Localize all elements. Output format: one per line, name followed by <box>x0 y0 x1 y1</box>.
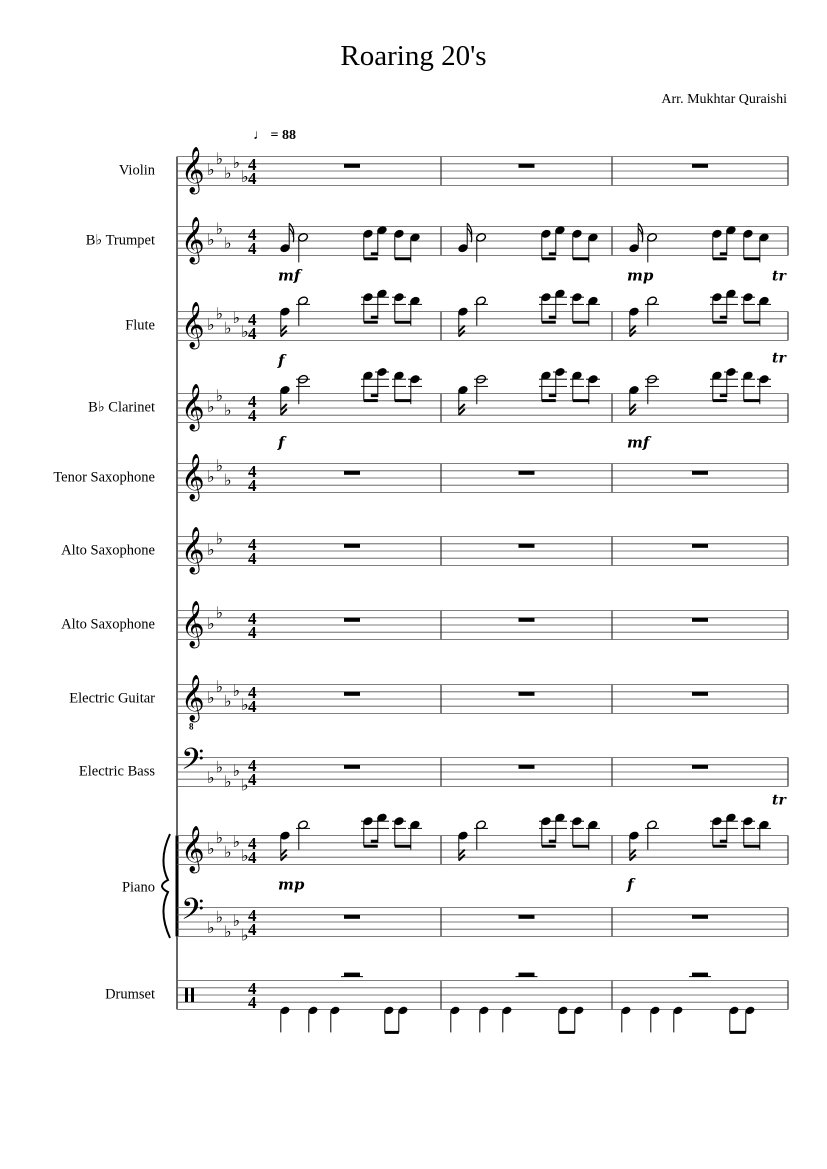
tempo-marking: ♩ = 88 <box>253 128 296 143</box>
staff-label-violin: Violin <box>118 162 155 179</box>
whole-rest <box>344 915 360 919</box>
dynamic-marking: mp <box>278 875 305 894</box>
time-signature-bottom: 4 <box>248 993 257 1012</box>
whole-rest <box>692 544 708 548</box>
flat-icon: ♭ <box>241 775 249 795</box>
time-signature-top: 4 <box>248 906 257 925</box>
flat-icon: ♭ <box>232 307 241 327</box>
flat-icon: ♭ <box>232 761 241 780</box>
flat-icon: ♭ <box>207 768 215 788</box>
time-signature-bottom: 4 <box>248 697 257 716</box>
time-signature-top: 4 <box>248 462 257 481</box>
time-signature-top: 4 <box>248 834 257 853</box>
flat-icon: ♭ <box>241 925 249 945</box>
time-signature-bottom: 4 <box>248 324 257 343</box>
time-signature-top: 4 <box>248 310 257 329</box>
time-signature-bottom: 4 <box>248 623 257 642</box>
dynamic-marking: mf <box>627 433 650 452</box>
whole-rest <box>692 618 708 622</box>
staff-label-bass: Electric Bass <box>78 763 155 780</box>
flat-icon: ♭ <box>207 315 215 334</box>
time-signature-top: 4 <box>248 225 257 244</box>
treble-clef-icon: 𝄞 <box>181 217 205 263</box>
flat-icon: ♭ <box>241 167 249 187</box>
dynamic-marking: mf <box>278 266 301 285</box>
flat-icon: ♭ <box>224 318 232 338</box>
flat-icon: ♭ <box>215 386 224 406</box>
flat-icon: ♭ <box>224 842 232 862</box>
note-flag <box>638 223 643 242</box>
flat-icon: ♭ <box>215 219 224 239</box>
flat-icon: ♭ <box>215 456 224 476</box>
whole-rest <box>519 618 535 622</box>
time-signature-top: 4 <box>248 155 257 174</box>
treble-clef-icon: 𝄞 <box>181 527 205 573</box>
time-signature-bottom: 4 <box>248 169 257 188</box>
treble-clef-icon: 𝄞 <box>181 147 205 193</box>
percussion-clef-icon <box>185 988 188 1002</box>
whole-rest <box>519 471 535 475</box>
flat-icon: ♭ <box>207 918 215 938</box>
flat-icon: ♭ <box>241 322 249 342</box>
trill-marking: tr <box>772 350 786 367</box>
flat-icon: ♭ <box>232 911 241 930</box>
staff-label-guitar: Electric Guitar <box>69 690 155 707</box>
time-signature-bottom: 4 <box>248 848 257 867</box>
whole-rest <box>344 692 360 696</box>
treble-clef-icon: 𝄞 <box>181 302 205 348</box>
treble-clef-icon: 𝄞 <box>181 675 205 721</box>
flat-icon: ♭ <box>224 233 232 253</box>
flat-icon: ♭ <box>241 695 249 715</box>
whole-rest <box>519 544 535 548</box>
treble-clef-icon: 𝄞 <box>181 454 205 500</box>
whole-rest <box>692 164 708 168</box>
flat-icon: ♭ <box>215 149 224 169</box>
whole-rest <box>519 915 535 919</box>
flat-icon: ♭ <box>215 907 224 927</box>
time-signature-bottom: 4 <box>248 920 257 939</box>
whole-rest <box>519 692 535 696</box>
time-signature-top: 4 <box>248 979 257 998</box>
whole-rest <box>344 164 360 168</box>
whole-rest <box>344 765 360 769</box>
staff-label-trumpet: B♭ Trumpet <box>85 232 155 249</box>
bass-clef-icon: 𝄢 <box>181 893 205 934</box>
whole-rest <box>519 164 535 168</box>
whole-rest <box>519 973 535 977</box>
dynamic-marking: f <box>627 875 634 894</box>
dynamic-marking: mp <box>627 266 654 285</box>
arranger: Arr. Mukhtar Quraishi <box>661 92 787 107</box>
flat-icon: ♭ <box>232 680 241 700</box>
time-signature-top: 4 <box>248 756 257 775</box>
flat-icon: ♭ <box>224 771 232 791</box>
dynamic-marking: f <box>278 433 285 452</box>
time-signature-top: 4 <box>248 609 257 628</box>
flat-icon: ♭ <box>207 160 215 179</box>
whole-rest <box>344 973 360 977</box>
flat-icon: ♭ <box>232 152 241 172</box>
time-signature-bottom: 4 <box>248 406 257 425</box>
flat-icon: ♭ <box>215 529 224 549</box>
whole-rest <box>519 765 535 769</box>
note-flag <box>289 223 294 242</box>
whole-rest <box>692 915 708 919</box>
note-flag <box>467 223 472 242</box>
whole-rest <box>692 765 708 769</box>
treble-clef-icon: 𝄞 <box>181 826 205 872</box>
whole-rest <box>692 471 708 475</box>
whole-rest <box>344 544 360 548</box>
staff-label-clarinet: B♭ Clarinet <box>88 399 155 416</box>
staff-label-drumset: Drumset <box>105 986 155 1003</box>
flat-icon: ♭ <box>215 828 224 848</box>
flat-icon: ♭ <box>224 691 232 711</box>
staff-label-flute: Flute <box>125 317 155 334</box>
flat-icon: ♭ <box>224 921 232 941</box>
flat-icon: ♭ <box>207 614 215 633</box>
time-signature-bottom: 4 <box>248 770 257 789</box>
time-signature-bottom: 4 <box>248 239 257 258</box>
time-signature-bottom: 4 <box>248 549 257 568</box>
whole-rest <box>692 692 708 696</box>
flat-icon: ♭ <box>232 831 241 851</box>
piano-brace <box>162 834 170 938</box>
treble-clef-icon: 𝄞 <box>181 384 205 430</box>
flat-icon: ♭ <box>207 467 215 486</box>
trill-marking: tr <box>772 792 786 809</box>
flat-icon: ♭ <box>207 540 215 559</box>
flat-icon: ♭ <box>207 397 215 416</box>
staff-label-alto-sax-2: Alto Saxophone <box>61 616 155 633</box>
time-signature-top: 4 <box>248 392 257 411</box>
flat-icon: ♭ <box>215 603 224 623</box>
flat-icon: ♭ <box>215 677 224 697</box>
flat-icon: ♭ <box>207 230 215 249</box>
whole-rest <box>344 618 360 622</box>
flat-icon: ♭ <box>224 400 232 420</box>
flat-icon: ♭ <box>215 757 224 777</box>
flat-icon: ♭ <box>207 839 215 858</box>
whole-rest <box>692 973 708 977</box>
flat-icon: ♭ <box>224 470 232 490</box>
flat-icon: ♭ <box>224 163 232 183</box>
staff-label-piano: Piano <box>121 879 155 896</box>
trill-marking: tr <box>772 268 786 285</box>
flat-icon: ♭ <box>207 688 215 707</box>
dynamic-marking: f <box>278 351 285 370</box>
score-title: Roaring 20's <box>340 40 487 72</box>
percussion-clef-icon <box>191 988 194 1002</box>
staff-label-tenor-sax: Tenor Saxophone <box>53 469 155 486</box>
time-signature-bottom: 4 <box>248 476 257 495</box>
flat-icon: ♭ <box>241 846 249 866</box>
time-signature-top: 4 <box>248 535 257 554</box>
staff-label-alto-sax-1: Alto Saxophone <box>61 542 155 559</box>
flat-icon: ♭ <box>215 304 224 324</box>
octave-marker: 8 <box>189 721 194 732</box>
whole-rest <box>344 471 360 475</box>
bass-clef-icon: 𝄢 <box>181 743 205 784</box>
treble-clef-icon: 𝄞 <box>181 601 205 647</box>
time-signature-top: 4 <box>248 683 257 702</box>
